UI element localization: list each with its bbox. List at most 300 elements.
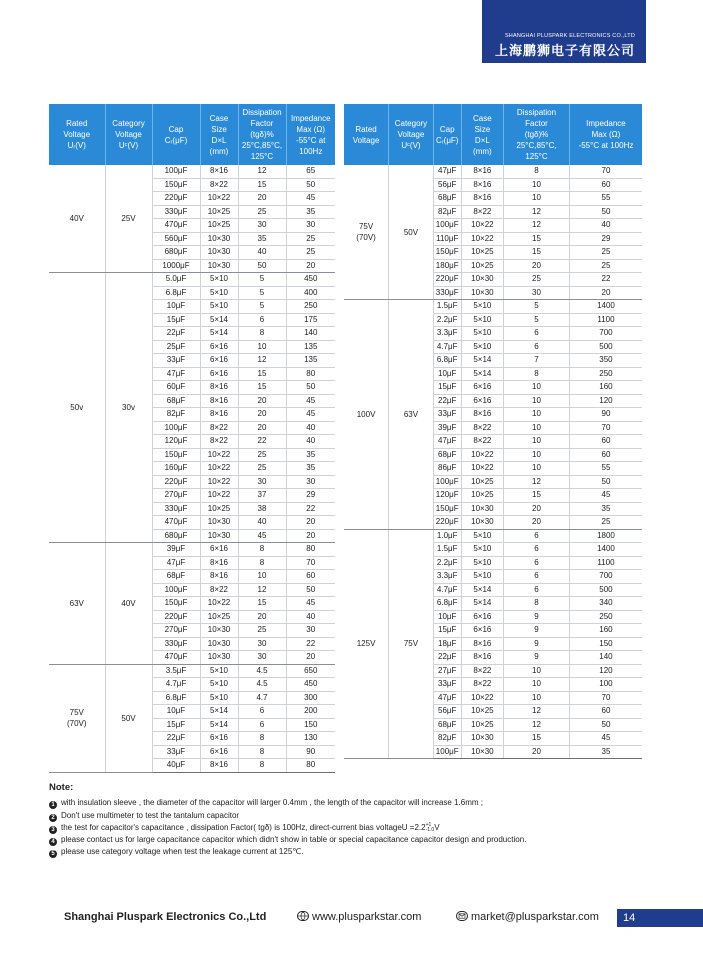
dissipation-cell: 9	[504, 637, 570, 651]
note-item	[49, 834, 649, 846]
dissipation-cell: 20	[504, 502, 570, 516]
impedance-cell: 25	[286, 232, 335, 246]
impedance-cell: 70	[569, 691, 642, 705]
header-line: Impedance	[290, 113, 331, 123]
header-line: Voltage	[397, 130, 425, 139]
impedance-cell: 40	[286, 610, 335, 624]
note-superscript: +1	[425, 821, 432, 828]
impedance-cell: 350	[569, 354, 642, 368]
cap-cell: 120μF	[152, 435, 200, 449]
impedance-cell: 500	[569, 340, 642, 354]
header-line: Uᵣ(V)	[67, 141, 86, 150]
cap-cell: 220μF	[433, 273, 461, 287]
case-size-cell: 6×16	[200, 340, 238, 354]
dissipation-cell: 20	[238, 610, 286, 624]
cap-cell: 47μF	[433, 691, 461, 705]
case-size-cell: 8×16	[200, 394, 238, 408]
case-size-cell: 8×16	[200, 165, 238, 178]
dissipation-cell: 15	[504, 246, 570, 260]
header-line: Case	[209, 113, 229, 123]
impedance-cell: 25	[569, 246, 642, 260]
dissipation-cell: 15	[238, 597, 286, 611]
case-size-cell: 6×16	[461, 610, 503, 624]
impedance-cell: 500	[569, 583, 642, 597]
cap-cell: 82μF	[433, 732, 461, 746]
header-line: Size	[211, 124, 227, 134]
cap-cell: 150μF	[433, 502, 461, 516]
dissipation-cell: 6	[238, 705, 286, 719]
col-cap-header	[433, 104, 461, 165]
cap-cell: 60μF	[152, 381, 200, 395]
impedance-cell: 120	[569, 394, 642, 408]
impedance-cell: 1100	[569, 313, 642, 327]
cap-cell: 100μF	[433, 475, 461, 489]
cap-cell: 18μF	[433, 637, 461, 651]
cap-cell: 680μF	[152, 529, 200, 543]
cap-cell: 150μF	[433, 246, 461, 260]
impedance-cell: 60	[569, 448, 642, 462]
dissipation-cell: 15	[504, 732, 570, 746]
impedance-cell: 100	[569, 678, 642, 692]
header-line: (tgδ)%	[250, 130, 274, 139]
cap-cell: 10μF	[152, 705, 200, 719]
case-size-cell: 8×16	[461, 192, 503, 206]
impedance-cell: 20	[286, 516, 335, 530]
impedance-cell: 20	[286, 259, 335, 273]
cap-cell: 47μF	[433, 165, 461, 178]
dissipation-cell: 10	[504, 178, 570, 192]
case-size-cell: 10×25	[461, 489, 503, 503]
dissipation-cell: 20	[504, 516, 570, 530]
col-cap-header	[152, 104, 200, 165]
cap-cell: 330μF	[433, 286, 461, 300]
table-row	[49, 664, 335, 678]
case-size-cell: 10×30	[200, 624, 238, 638]
category-voltage-cell: 30v	[105, 273, 152, 543]
page-number-box	[617, 909, 703, 927]
dissipation-cell: 10	[504, 192, 570, 206]
impedance-cell: 150	[286, 718, 335, 732]
impedance-cell: 30	[286, 219, 335, 233]
cap-cell: 220μF	[152, 192, 200, 206]
dissipation-cell: 8	[238, 556, 286, 570]
header-line: (mm)	[209, 146, 229, 156]
cap-cell: 33μF	[152, 354, 200, 368]
email-link[interactable]: market@plusparkstar.com	[471, 911, 599, 923]
case-size-cell: 5×10	[461, 556, 503, 570]
dissipation-cell: 8	[504, 367, 570, 381]
case-size-cell: 8×22	[461, 421, 503, 435]
col-category-voltage-header	[389, 104, 434, 165]
impedance-cell: 45	[286, 408, 335, 422]
dissipation-cell: 8	[238, 732, 286, 746]
impedance-cell: 40	[286, 421, 335, 435]
website-link[interactable]: www.plusparkstar.com	[312, 911, 422, 923]
case-size-cell: 8×22	[200, 178, 238, 192]
cap-cell: 68μF	[433, 448, 461, 462]
case-size-cell: 8×16	[200, 759, 238, 773]
bullet-number-icon: 1	[49, 801, 57, 809]
dissipation-cell: 5	[238, 286, 286, 300]
case-size-cell: 6×16	[200, 543, 238, 557]
case-size-cell: 8×22	[200, 583, 238, 597]
rated-voltage-cell: 75V (70V)	[49, 664, 105, 772]
case-size-cell: 10×30	[200, 529, 238, 543]
note-text: with insulation sleeve , the diameter of the capacitor will larger 0.4mm , the length of the capacitor will increase 1.6mm ;	[61, 798, 483, 808]
email-icon	[456, 911, 468, 921]
dissipation-cell: 8	[504, 165, 570, 178]
bullet-number-icon: 4	[49, 838, 57, 846]
header-line: -55°C at 100Hz	[578, 141, 634, 150]
dissipation-cell: 45	[238, 529, 286, 543]
dissipation-cell: 25	[504, 273, 570, 287]
table-row	[344, 165, 642, 178]
case-size-cell: 8×16	[461, 178, 503, 192]
col-rated-voltage-header	[344, 104, 389, 165]
case-size-cell: 10×22	[461, 462, 503, 476]
impedance-cell: 25	[569, 516, 642, 530]
impedance-cell: 35	[286, 448, 335, 462]
table-header-row	[344, 104, 642, 165]
dissipation-cell: 10	[504, 381, 570, 395]
impedance-cell: 35	[286, 462, 335, 476]
dissipation-cell: 6	[504, 340, 570, 354]
cap-cell: 220μF	[152, 475, 200, 489]
case-size-cell: 5×10	[200, 678, 238, 692]
impedance-cell: 80	[286, 759, 335, 773]
impedance-cell: 175	[286, 313, 335, 327]
dissipation-cell: 9	[504, 651, 570, 665]
dissipation-cell: 5	[504, 313, 570, 327]
header-line: (tgδ)%	[524, 130, 549, 139]
impedance-cell: 60	[569, 705, 642, 719]
cap-cell: 1.5μF	[433, 300, 461, 314]
case-size-cell: 5×14	[461, 367, 503, 381]
case-size-cell: 5×10	[461, 313, 503, 327]
case-size-cell: 10×30	[461, 273, 503, 287]
dissipation-cell: 25	[238, 624, 286, 638]
dissipation-cell: 12	[238, 354, 286, 368]
impedance-cell: 25	[569, 259, 642, 273]
impedance-cell: 80	[286, 367, 335, 381]
cap-cell: 6.8μF	[152, 691, 200, 705]
case-size-cell: 8×22	[200, 421, 238, 435]
spec-table-right	[344, 104, 642, 759]
header-line: 125°C	[250, 152, 274, 161]
impedance-cell: 50	[569, 475, 642, 489]
dissipation-cell: 6	[504, 529, 570, 543]
cap-cell: 470μF	[152, 516, 200, 530]
case-size-cell: 5×10	[200, 286, 238, 300]
impedance-cell: 1400	[569, 300, 642, 314]
impedance-cell: 45	[569, 732, 642, 746]
cap-cell: 15μF	[152, 313, 200, 327]
case-size-cell: 6×16	[461, 394, 503, 408]
header-line: D×L	[474, 135, 490, 145]
page-number: 14	[623, 912, 636, 924]
impedance-cell: 1800	[569, 529, 642, 543]
dissipation-cell: 10	[504, 462, 570, 476]
case-size-cell: 10×22	[461, 448, 503, 462]
dissipation-cell: 4.5	[238, 678, 286, 692]
case-size-cell: 10×30	[461, 286, 503, 300]
case-size-cell: 6×16	[200, 745, 238, 759]
dissipation-cell: 12	[504, 205, 570, 219]
impedance-cell: 30	[286, 475, 335, 489]
dissipation-cell: 50	[238, 259, 286, 273]
cap-cell: 39μF	[433, 421, 461, 435]
case-size-cell: 8×22	[461, 664, 503, 678]
cap-cell: 330μF	[152, 637, 200, 651]
impedance-cell: 450	[286, 273, 335, 287]
case-size-cell: 10×30	[461, 516, 503, 530]
impedance-cell: 55	[569, 192, 642, 206]
header-line: Cap	[439, 124, 455, 134]
cap-cell: 10μF	[433, 367, 461, 381]
dissipation-cell: 5	[238, 300, 286, 314]
header-line: Case	[473, 113, 492, 123]
dissipation-cell: 10	[504, 408, 570, 422]
dissipation-cell: 12	[504, 718, 570, 732]
case-size-cell: 5×10	[200, 273, 238, 287]
impedance-cell: 160	[569, 381, 642, 395]
footer-website[interactable]	[297, 911, 421, 923]
impedance-cell: 90	[569, 408, 642, 422]
cap-cell: 56μF	[433, 705, 461, 719]
impedance-cell: 60	[569, 178, 642, 192]
header-line: Cᵣ(μF)	[435, 135, 459, 145]
case-size-cell: 10×30	[200, 637, 238, 651]
case-size-cell: 5×10	[461, 340, 503, 354]
dissipation-cell: 30	[238, 651, 286, 665]
dissipation-cell: 7	[504, 354, 570, 368]
header-line: Max (Ω)	[591, 130, 621, 139]
case-size-cell: 10×30	[200, 246, 238, 260]
impedance-cell: 50	[569, 718, 642, 732]
dissipation-cell: 8	[238, 745, 286, 759]
case-size-cell: 10×30	[461, 502, 503, 516]
case-size-cell: 10×22	[200, 462, 238, 476]
cap-cell: 470μF	[152, 219, 200, 233]
impedance-cell: 22	[286, 502, 335, 516]
dissipation-cell: 6	[504, 583, 570, 597]
dissipation-cell: 12	[238, 165, 286, 178]
cap-cell: 33μF	[152, 745, 200, 759]
cap-cell: 1.0μF	[433, 529, 461, 543]
case-size-cell: 10×25	[461, 718, 503, 732]
case-size-cell: 10×22	[461, 232, 503, 246]
case-size-cell: 10×30	[461, 745, 503, 759]
dissipation-cell: 10	[504, 678, 570, 692]
dissipation-cell: 30	[238, 637, 286, 651]
dissipation-cell: 6	[504, 556, 570, 570]
case-size-cell: 10×22	[200, 597, 238, 611]
cap-cell: 4.7μF	[433, 583, 461, 597]
impedance-cell: 30	[286, 624, 335, 638]
impedance-cell: 70	[286, 556, 335, 570]
dissipation-cell: 10	[504, 691, 570, 705]
bullet-number-icon: 3	[49, 826, 57, 834]
case-size-cell: 6×16	[461, 381, 503, 395]
case-size-cell: 6×16	[200, 354, 238, 368]
cap-cell: 110μF	[433, 232, 461, 246]
dissipation-cell: 15	[238, 367, 286, 381]
col-case-size-header	[200, 104, 238, 165]
case-size-cell: 6×16	[461, 624, 503, 638]
dissipation-cell: 15	[504, 489, 570, 503]
case-size-cell: 8×16	[461, 408, 503, 422]
case-size-cell: 10×22	[200, 489, 238, 503]
cap-cell: 150μF	[152, 178, 200, 192]
dissipation-cell: 22	[238, 435, 286, 449]
note-subscript: -1.0	[425, 826, 435, 833]
dissipation-cell: 20	[504, 259, 570, 273]
impedance-cell: 22	[286, 637, 335, 651]
dissipation-cell: 20	[504, 745, 570, 759]
cap-cell: 27μF	[433, 664, 461, 678]
company-name-en: SHANGHAI PLUSPARK ELECTRONICS CO.,LTD	[504, 33, 635, 39]
header-line: 25°C,85°C,	[241, 141, 283, 150]
dissipation-cell: 10	[504, 664, 570, 678]
case-size-cell: 5×10	[461, 300, 503, 314]
cap-cell: 470μF	[152, 651, 200, 665]
cap-cell: 68μF	[433, 192, 461, 206]
case-size-cell: 5×14	[200, 705, 238, 719]
header-line: Max (Ω)	[296, 124, 326, 134]
note-text: please use category voltage when test the leakage current at 125℃.	[61, 847, 304, 857]
cap-cell: 270μF	[152, 489, 200, 503]
rated-voltage-cell: 125V	[344, 529, 389, 759]
header-line: -55°C at 100Hz	[296, 135, 326, 156]
case-size-cell: 5×14	[200, 313, 238, 327]
case-size-cell: 8×16	[461, 165, 503, 178]
page-footer	[0, 909, 703, 929]
cap-cell: 68μF	[152, 394, 200, 408]
impedance-cell: 65	[286, 165, 335, 178]
cap-cell: 160μF	[152, 462, 200, 476]
cap-cell: 82μF	[152, 408, 200, 422]
impedance-cell: 29	[569, 232, 642, 246]
header-line: Cᵣ(μF)	[164, 135, 188, 145]
header-line: Voltage	[115, 130, 142, 139]
cap-cell: 25μF	[152, 340, 200, 354]
note-text: the test for capacitor's capacitance , dissipation Factor( tgδ) is 100Hz, direct-current bias voltageU =2.2	[61, 822, 426, 832]
impedance-cell: 45	[569, 489, 642, 503]
impedance-cell: 1400	[569, 543, 642, 557]
category-voltage-cell: 75V	[389, 529, 434, 759]
company-name-cn: 上海鹏狮电子有限公司	[494, 43, 635, 58]
cap-cell: 68μF	[433, 718, 461, 732]
header-line: Voltage	[352, 135, 380, 145]
note-text: Don't use multimeter to test the tantalum capacitor	[61, 810, 240, 820]
cap-cell: 56μF	[433, 178, 461, 192]
impedance-cell: 50	[286, 583, 335, 597]
company-badge	[482, 0, 646, 63]
cap-cell: 100μF	[152, 583, 200, 597]
impedance-cell: 250	[569, 367, 642, 381]
note-unit: V	[434, 822, 440, 832]
dissipation-cell: 10	[238, 570, 286, 584]
cap-cell: 22μF	[152, 327, 200, 341]
impedance-cell: 45	[286, 394, 335, 408]
header-line: Factor	[525, 119, 548, 128]
cap-cell: 100μF	[433, 219, 461, 233]
dissipation-cell: 6	[504, 327, 570, 341]
footer-email[interactable]	[456, 911, 599, 923]
case-size-cell: 5×10	[461, 327, 503, 341]
case-size-cell: 10×25	[200, 205, 238, 219]
dissipation-cell: 6	[504, 543, 570, 557]
dissipation-cell: 25	[238, 448, 286, 462]
dissipation-cell: 20	[238, 408, 286, 422]
rated-voltage-cell: 63V	[49, 543, 105, 665]
impedance-cell: 35	[569, 745, 642, 759]
case-size-cell: 10×30	[200, 516, 238, 530]
cap-cell: 6.8μF	[152, 286, 200, 300]
cap-cell: 120μF	[433, 489, 461, 503]
col-impedance-header	[569, 104, 642, 165]
header-line: Factor	[250, 119, 274, 128]
case-size-cell: 6×16	[200, 367, 238, 381]
dissipation-cell: 37	[238, 489, 286, 503]
dissipation-cell: 5	[504, 300, 570, 314]
impedance-cell: 1100	[569, 556, 642, 570]
dissipation-cell: 12	[504, 475, 570, 489]
spec-table-left	[49, 104, 335, 773]
rated-voltage-cell: 50v	[49, 273, 105, 543]
header-line: Uᶜ(V)	[401, 141, 421, 150]
dissipation-cell: 30	[504, 286, 570, 300]
cap-cell: 150μF	[152, 448, 200, 462]
dissipation-cell: 8	[238, 327, 286, 341]
cap-cell: 4.7μF	[152, 678, 200, 692]
category-voltage-cell: 63V	[389, 300, 434, 530]
col-category-voltage-header	[105, 104, 152, 165]
header-line: Category	[394, 119, 428, 128]
case-size-cell: 10×22	[461, 219, 503, 233]
rated-voltage-cell: 75V (70V)	[344, 165, 389, 300]
header-line: Voltage	[63, 130, 91, 139]
category-voltage-cell: 40V	[105, 543, 152, 665]
impedance-cell: 35	[569, 502, 642, 516]
case-size-cell: 5×14	[461, 354, 503, 368]
case-size-cell: 5×10	[461, 543, 503, 557]
dissipation-cell: 8	[504, 597, 570, 611]
cap-cell: 33μF	[433, 678, 461, 692]
header-line: 25°C,85°C,	[516, 141, 557, 150]
impedance-cell: 80	[286, 543, 335, 557]
dissipation-cell: 38	[238, 502, 286, 516]
cap-cell: 22μF	[433, 394, 461, 408]
note-item	[49, 822, 649, 834]
case-size-cell: 10×22	[200, 475, 238, 489]
dissipation-cell: 6	[238, 718, 286, 732]
case-size-cell: 8×16	[461, 651, 503, 665]
cap-cell: 4.7μF	[433, 340, 461, 354]
dissipation-cell: 30	[238, 475, 286, 489]
dissipation-cell: 15	[238, 178, 286, 192]
impedance-cell: 135	[286, 354, 335, 368]
note-item	[49, 810, 649, 822]
cap-cell: 680μF	[152, 246, 200, 260]
impedance-cell: 25	[286, 246, 335, 260]
cap-cell: 15μF	[433, 624, 461, 638]
col-dissipation-factor-header	[504, 104, 570, 165]
dissipation-cell: 20	[238, 421, 286, 435]
cap-cell: 220μF	[152, 610, 200, 624]
cap-cell: 100μF	[152, 421, 200, 435]
impedance-cell: 45	[286, 192, 335, 206]
